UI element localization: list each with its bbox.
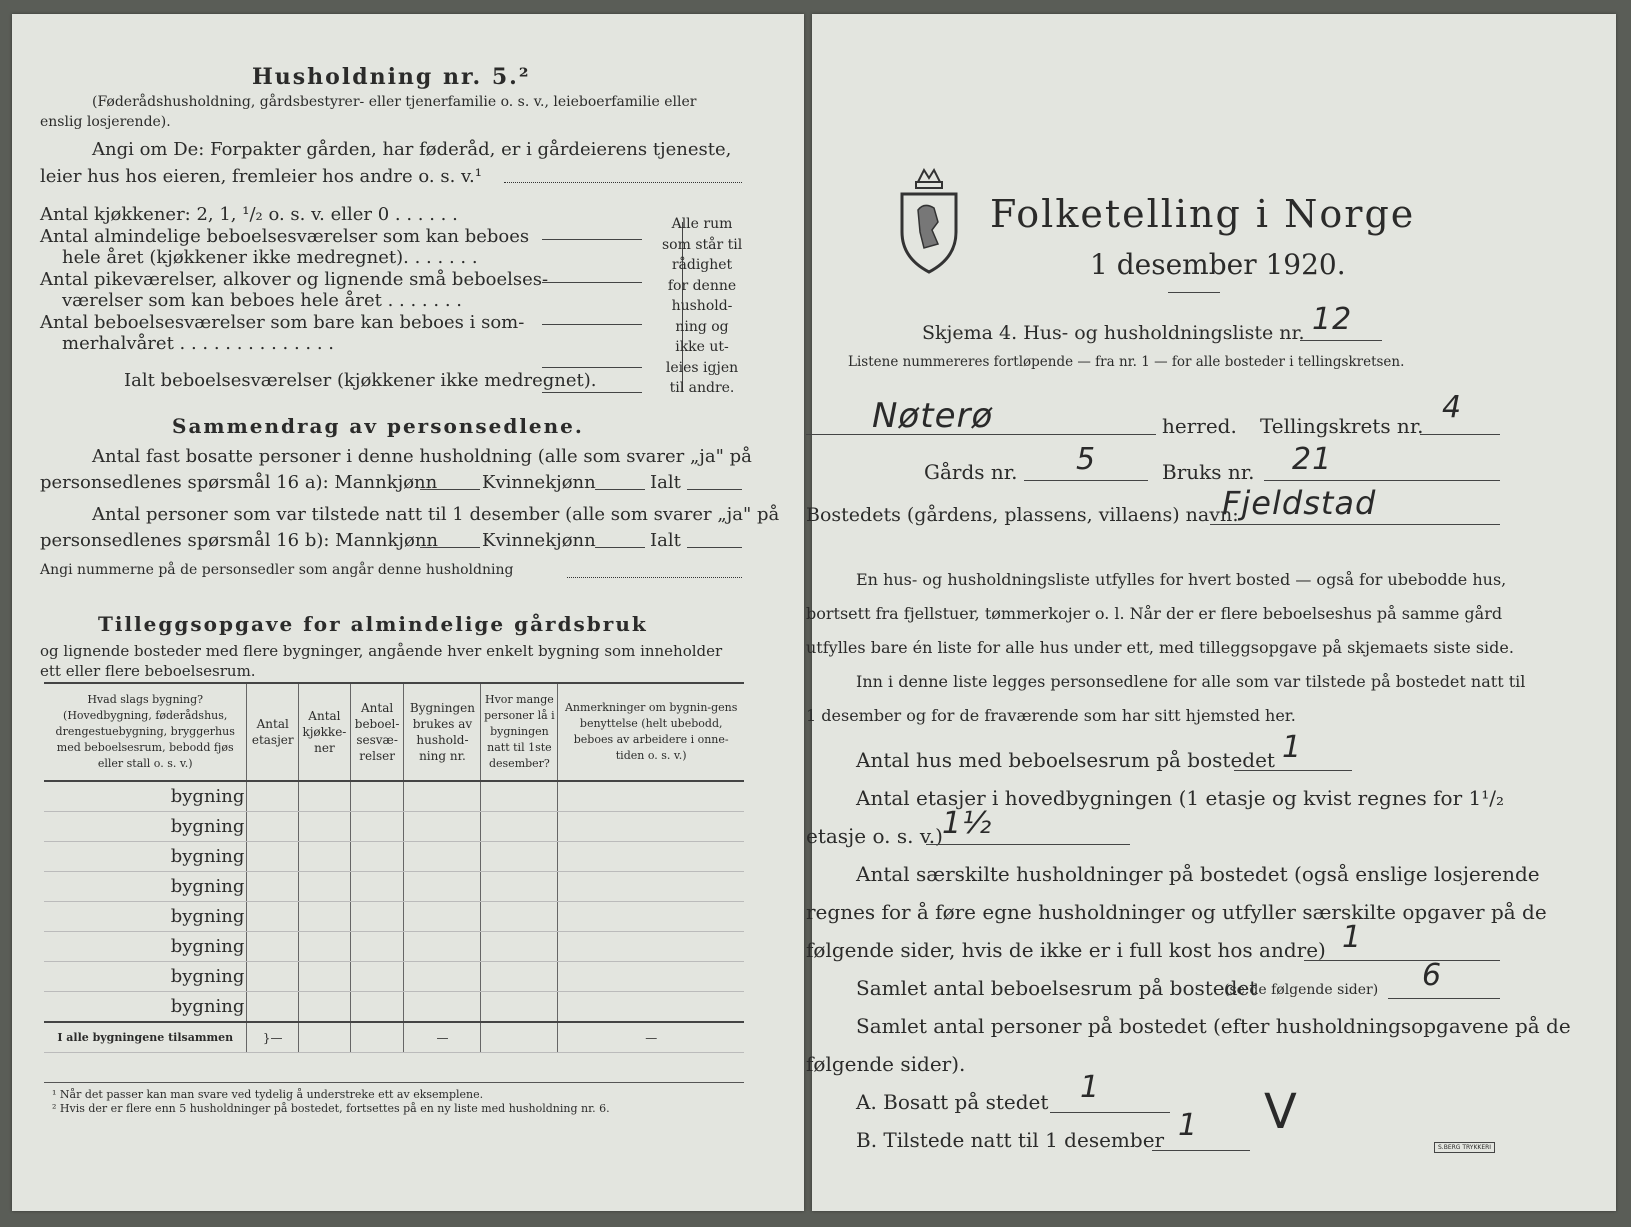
table-row [44,812,744,842]
table-cell[interactable] [247,812,299,842]
summer-rooms-label-b: merhalvåret . . . . . . . . . . . . . . [62,333,335,354]
table-cell[interactable] [404,781,481,812]
field-line [1388,998,1500,999]
table-cell[interactable] [404,872,481,902]
table-cell[interactable] [350,962,404,992]
kitchens-label: Antal kjøkkener: 2, 1, ¹/₂ o. s. v. eller 0 . . . . . . [40,204,458,225]
table-cell[interactable] [350,872,404,902]
instructions-2b: 1 desember og for de fraværende som har sitt hjemsted her. [806,706,1296,725]
table-cell[interactable] [350,781,404,812]
table-cell[interactable] [350,812,404,842]
table-cell[interactable] [558,932,744,962]
table-cell[interactable] [558,992,744,1023]
households-label-a: Antal særskilte husholdninger på bostedet (også enslige losjerende [856,862,1540,886]
schema-label: Skjema 4. Hus- og husholdningsliste nr. [922,322,1305,344]
field-line [1152,1150,1250,1151]
field-line [1420,434,1500,435]
printer-stamp: S.BERG TRYKKERI [1434,1142,1495,1153]
table-cell[interactable] [247,872,299,902]
field-line[interactable] [542,367,642,368]
table-row [44,842,744,872]
table-cell[interactable] [247,992,299,1023]
present-value[interactable]: 1 [1178,1108,1199,1143]
table-cell[interactable] [350,932,404,962]
field-line[interactable] [687,547,742,548]
total-cell: }— [247,1022,299,1053]
resident-label: A. Bosatt på stedet [856,1090,1049,1114]
total-rooms-note: (se de følgende sider) [1224,982,1379,998]
check-mark: V [1264,1084,1298,1140]
municipality-label: herred. [1162,414,1237,438]
field-line [1264,480,1500,481]
list-number-value[interactable]: 12 [1312,302,1353,337]
farm-number-label: Gårds nr. [924,460,1018,484]
instructions-1c: utfylles bare én liste for alle hus under ett, med tilleggsopgave på skjemaets siste side. [806,638,1514,657]
col-header-household: Bygningen brukes av hushold-ning nr. [404,683,481,781]
total-label: Ialt [650,530,681,551]
coat-of-arms-icon [894,162,964,274]
household-title: Husholdning nr. 5.² [252,64,531,90]
col-header-kitchens: Antal kjøkke-ner [299,683,351,781]
households-label-c: følgende sider, hvis de ikke er i full kost hos andre) [806,938,1326,962]
table-cell[interactable] [481,781,558,812]
floors-value[interactable]: 1½ [942,806,993,841]
households-label-b: regnes for å føre egne husholdninger og utfyller særskilte opgaver på de [806,900,1547,924]
residence-name-value[interactable]: Fjeldstad [1222,484,1377,522]
table-cell[interactable] [299,812,351,842]
form-title: Folketelling i Norge [990,192,1416,236]
table-cell[interactable] [404,992,481,1023]
answer-line[interactable] [504,182,742,183]
total-rooms-value[interactable]: 6 [1422,958,1443,993]
numbers-label: Angi nummerne på de personsedler som angår denne husholdning [40,562,514,578]
listing-note: Listene nummereres fortløpende — fra nr. 1 — for alle bosteder i tellingskretsen. [848,354,1405,370]
col-header-persons: Hvor mange personer lå i bygningen natt til 1ste desember? [481,683,558,781]
building-row-label: bygning [44,902,247,932]
floors-label-a: Antal etasjer i hovedbygningen (1 etasje og kvist regnes for 1¹/₂ [856,786,1505,810]
table-row [44,992,744,1023]
census-date: 1 desember 1920. [1090,248,1346,281]
total-persons-label-b: følgende sider). [806,1052,966,1076]
buildings-table [44,682,744,1053]
table-cell[interactable] [247,932,299,962]
field-line[interactable] [420,489,480,490]
building-row-label: bygning [44,962,247,992]
field-line[interactable] [420,547,480,548]
table-cell[interactable] [299,932,351,962]
houses-value[interactable]: 1 [1282,730,1303,765]
table-cell[interactable] [481,992,558,1023]
building-row-label: bygning [44,781,247,812]
summary-line2b: personsedlenes spørsmål 16 b): Mannkjønn [40,530,439,551]
table-cell[interactable] [299,781,351,812]
table-cell[interactable] [558,842,744,872]
houses-label: Antal hus med beboelsesrum på bostedet [856,748,1275,772]
field-line[interactable] [542,282,642,283]
question-line2: leier hus hos eieren, fremleier hos andre o. s. v.¹ [40,166,482,187]
total-rooms-label: Samlet antal beboelsesrum på bostedet [856,976,1258,1000]
rooms-label-a: Antal almindelige beboelsesværelser som kan beboes [40,226,530,247]
summary-line1b: personsedlenes spørsmål 16 a): Mannkjønn [40,472,438,493]
holding-number-label: Bruks nr. [1162,460,1255,484]
farm-number-value[interactable]: 5 [1076,442,1097,477]
instructions-1a: En hus- og husholdningsliste utfylles for hvert bosted — også for ubebodde hus, [856,570,1507,589]
total-cell [350,1022,404,1053]
table-row [44,932,744,962]
right-page [806,14,1616,1211]
table-cell[interactable] [247,902,299,932]
col-header-remarks: Anmerkninger om bygnin-gens benyttelse (helt ubebodd, beboes av arbeidere i onne-tiden o. s. v.) [558,683,744,781]
total-row-label: I alle bygningene tilsammen [44,1022,247,1053]
field-line[interactable] [542,392,642,393]
left-page [12,14,804,1211]
summary-line2a: Antal personer som var tilstede natt til 1 desember (alle som svarer „ja" på [92,504,780,525]
household-sub2: enslig losjerende). [40,114,171,130]
building-row-label: bygning [44,992,247,1023]
table-cell[interactable] [299,902,351,932]
field-line[interactable] [595,489,645,490]
total-rooms-label: Ialt beboelsesværelser (kjøkkener ikke medregnet). [124,370,597,391]
total-persons-label-a: Samlet antal personer på bostedet (efter husholdningsopgavene på de [856,1014,1571,1038]
table-cell[interactable] [558,812,744,842]
col-header-rooms: Antal beboel-sesvæ-relser [350,683,404,781]
field-line[interactable] [595,547,645,548]
table-cell[interactable] [299,962,351,992]
summary-title: Sammendrag av personsedlene. [172,414,584,438]
total-label: Ialt [650,472,681,493]
table-row [44,962,744,992]
building-row-label: bygning [44,932,247,962]
table-row [44,902,744,932]
small-rooms-label-a: Antal pikeværelser, alkover og lignende små beboelses- [40,269,549,290]
table-cell[interactable] [558,781,744,812]
field-line[interactable] [567,577,742,578]
supplement-line1: og lignende bosteder med flere bygninger, angående hver enkelt bygning som inneholder [40,642,723,660]
table-cell[interactable] [350,842,404,872]
field-line [1210,524,1500,525]
total-cell: — [404,1022,481,1053]
field-line [926,844,1130,845]
residence-name-label: Bostedets (gårdens, plassens, villaens) navn: [806,504,1239,526]
district-label: Tellingskrets nr. [1260,414,1424,438]
holding-number-value[interactable]: 21 [1292,442,1333,477]
small-rooms-label-b: værelser som kan beboes hele året . . . . . . . [62,290,462,311]
present-label: B. Tilstede natt til 1 desember [856,1128,1165,1152]
field-line[interactable] [542,324,642,325]
footnote-divider [44,1082,744,1083]
female-label: Kvinnekjønn [482,530,596,551]
households-value[interactable]: 1 [1342,920,1363,955]
field-line [1234,770,1352,771]
instructions-2a: Inn i denne liste legges personsedlene for alle som var tilstede på bostedet natt til [856,672,1526,691]
field-line[interactable] [687,489,742,490]
table-cell[interactable] [299,992,351,1023]
table-cell[interactable] [481,962,558,992]
supplement-line2: ett eller flere beboelsesrum. [40,662,256,680]
question-line1: Angi om De: Forpakter gården, har føderåd, er i gårdeierens tjeneste, [92,139,732,160]
table-cell[interactable] [404,902,481,932]
table-cell[interactable] [404,812,481,842]
table-cell[interactable] [299,842,351,872]
total-cell [299,1022,351,1053]
footnote-2: ² Hvis der er flere enn 5 husholdninger på bostedet, fortsettes på en ny liste med husholdning nr. 6. [52,1102,610,1115]
table-cell[interactable] [558,872,744,902]
table-cell[interactable] [481,932,558,962]
table-cell[interactable] [404,932,481,962]
footnote-1: ¹ Når det passer kan man svare ved tydelig å understreke ett av eksemplene. [52,1088,484,1101]
divider [1168,292,1220,293]
field-line [1300,340,1382,341]
table-cell[interactable] [481,812,558,842]
district-value[interactable]: 4 [1442,390,1463,425]
table-cell[interactable] [404,962,481,992]
field-line [1304,960,1500,961]
side-note: Alle rum som står til rådighet for denne hushold- ning og ikke ut- leies igjen til andre. [662,216,743,396]
building-row-label: bygning [44,872,247,902]
field-line [1024,480,1148,481]
table-cell[interactable] [350,992,404,1023]
table-cell[interactable] [481,902,558,932]
table-row [44,781,744,812]
building-row-label: bygning [44,842,247,872]
building-row-label: bygning [44,812,247,842]
table-cell[interactable] [350,902,404,932]
female-label: Kvinnekjønn [482,472,596,493]
instructions-1b: bortsett fra fjellstuer, tømmerkojer o. l. Når der er flere beboelseshus på samme gård [806,604,1503,623]
supplement-title: Tilleggsopgave for almindelige gårdsbruk [98,612,648,636]
table-cell[interactable] [558,902,744,932]
summary-line1a: Antal fast bosatte personer i denne husholdning (alle som svarer „ja" på [92,446,752,467]
total-cell: — [558,1022,744,1053]
summer-rooms-label-a: Antal beboelsesværelser som bare kan beboes i som- [40,312,525,333]
table-cell[interactable] [247,781,299,812]
floors-label-b: etasje o. s. v.) [806,824,943,848]
total-cell [481,1022,558,1053]
field-line [1050,1112,1170,1113]
municipality-value[interactable]: Nøterø [872,396,994,436]
table-cell[interactable] [247,842,299,872]
table-cell[interactable] [247,962,299,992]
table-row [44,872,744,902]
table-cell[interactable] [481,842,558,872]
field-line[interactable] [542,239,642,240]
resident-value[interactable]: 1 [1080,1070,1101,1105]
table-cell[interactable] [481,872,558,902]
col-header-floors: Antal etasjer [247,683,299,781]
table-cell[interactable] [299,872,351,902]
table-cell[interactable] [404,842,481,872]
rooms-label-b: hele året (kjøkkener ikke medregnet). . . . . . . [62,247,478,268]
household-sub1: (Føderådshusholdning, gårdsbestyrer- eller tjenerfamilie o. s. v., leieboerfamilie eller [92,94,697,110]
table-cell[interactable] [558,962,744,992]
col-header-building: Hvad slags bygning? (Hovedbygning, føderådshus, drengestuebygning, bryggerhus med beboelsesrum, bebodd fjøs eller stall o. s. v.) [44,683,247,781]
